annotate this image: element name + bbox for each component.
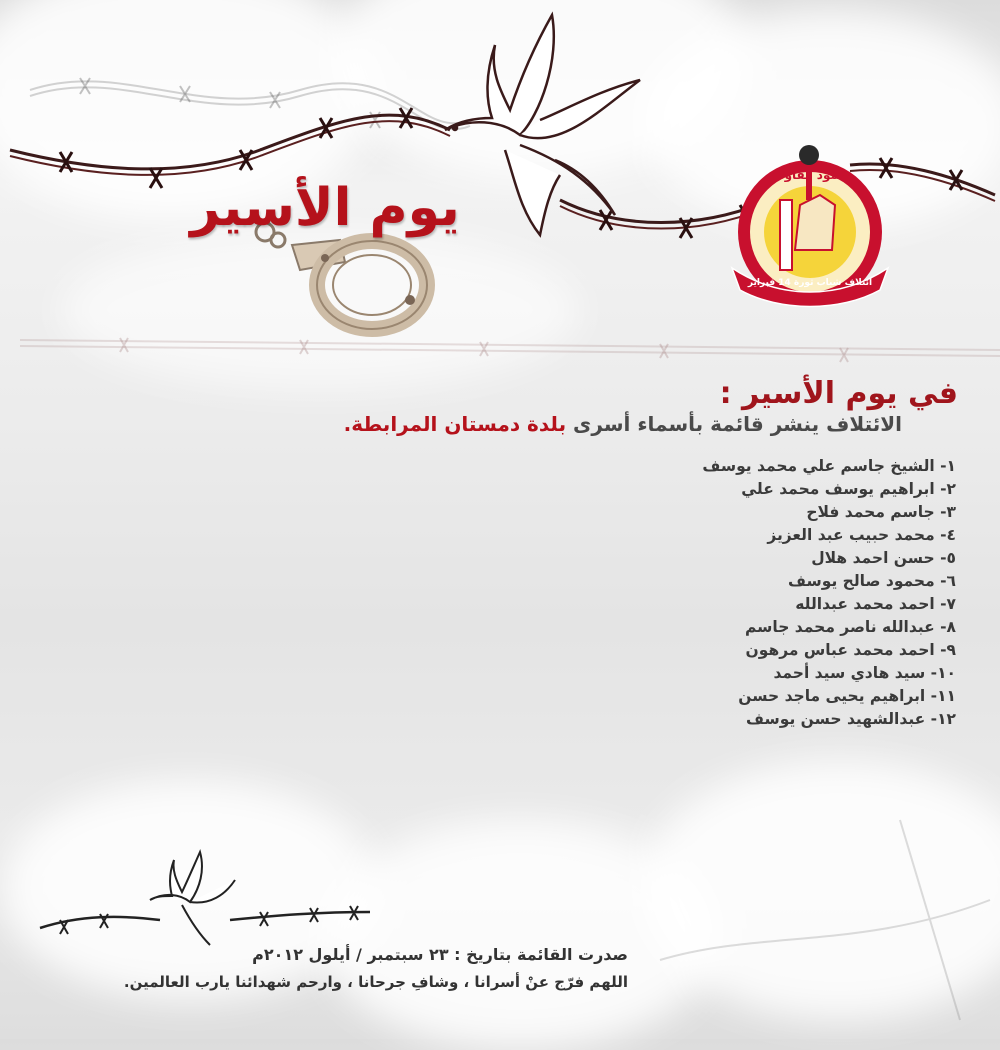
list-item: ٦- محمود صالح يوسف <box>788 572 956 590</box>
list-item: ٥- حسن احمد هلال <box>811 549 956 567</box>
list-item: ١١- ابراهيم يحيى ماجد حسن <box>738 687 956 705</box>
handcuffs-illustration <box>256 223 427 329</box>
closing-prayer: اللهم فرّج عنْ أسرانا ، وشافِ جرحانا ، وارحم شهدائنا يارب العالمين. <box>123 973 628 991</box>
issue-date: صدرت القائمة بتاريخ : ٢٣ سبتمبر / أيلول ٢٠١٢م <box>252 945 628 964</box>
subheading-highlight: بلدة دمستان المرابطة. <box>343 412 567 436</box>
list-item: ١- الشيخ جاسم علي محمد يوسف <box>702 457 956 475</box>
list-item: ٢- ابراهيم يوسف محمد علي <box>741 480 956 498</box>
subheading-prefix: الائتلاف ينشر قائمة بأسماء أسرى <box>566 412 902 436</box>
prisoner-list <box>702 455 956 731</box>
list-item: ٩- احمد محمد عباس مرهون <box>745 641 956 659</box>
logo-top-text: صمود مقاومة <box>769 168 851 182</box>
list-item: ٣- جاسم محمد فلاح <box>806 503 956 521</box>
logo-bottom-text: ائتلاف شباب ثورة 14 فبراير <box>747 278 873 288</box>
page-title: يوم الأسير <box>190 178 460 238</box>
section-heading: في يوم الأسير : <box>719 376 958 411</box>
list-item: ١٢- عبدالشهيد حسن يوسف <box>746 710 956 728</box>
small-dove-illustration <box>150 852 235 945</box>
list-item: ٧- احمد محمد عبدالله <box>795 595 956 613</box>
list-item: ٤- محمد حبيب عبد العزيز <box>767 526 956 544</box>
list-item: ١٠- سيد هادي سيد أحمد <box>773 664 956 682</box>
list-item: ٨- عبدالله ناصر محمد جاسم <box>745 618 956 636</box>
section-subheading <box>344 412 902 436</box>
small-barbed-wire <box>40 906 370 934</box>
